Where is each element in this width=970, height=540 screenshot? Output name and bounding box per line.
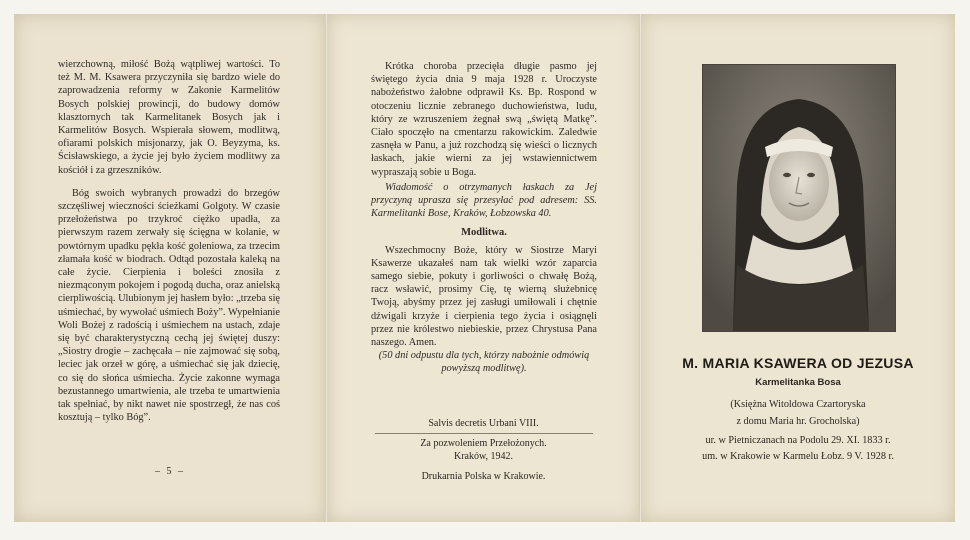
prayer-title: Modlitwa. xyxy=(461,227,507,239)
biography-text: Krótka choroba przecięła długie pasmo jej świętego życia dnia 9 maja 1928 r. Uroczyste nabożeństwo żałobne odprawił Ks. Bp. Rospond w otoczeniu licznie zebranego duchowieństwa, ludu, który ze wzruszeniem żegnał swą „świętą Matkę”. Ciało spoczęło na cmentarzu rakowickim. Zaledwie zasnęła w Panu, a już rozchodzą się wieści o licznych łaskach, jakie wierni za jej wstawiennictwem wypraszają sobie u Boga. xyxy=(371,61,597,178)
permission-line: Za pozwoleniem Przełożonych. xyxy=(420,438,547,449)
nun-portrait-image xyxy=(703,65,895,331)
grace-notice: Wiadomość o otrzymanych łaskach za Jej przyczyną uprasza się przesyłać pod adresem: SS. Karmelitanki Bose, Kraków, Łobzowska 40. xyxy=(371,181,597,220)
indulgence-note: (50 dni odpustu dla tych, którzy nabożnie odmówią powyższą modlitwę). xyxy=(378,350,590,375)
left-page-text xyxy=(58,58,280,424)
order-subtitle: Karmelitanka Bosa xyxy=(755,377,841,388)
left-paragraph-1: wierzchowną, miłość Bożą wątpliwej wartości. To też M. M. Ksawera przyczyniła się bardzo wiele do zaprowadzenia reformy w Zakonie Karmelitów Bosych polskiej prowincji, do budowy domów klasztornych tak Karmelitanek Bosych jak i Karmelitów Bosych. Wspierała słowem, modlitwą, ofiarami polskich misjonarzy, jak O. Beyzyma, ks. Ścisławskiego, a życie jej było życiem modlitwy za kościół i za grzeszników. xyxy=(58,59,280,176)
page-number: – 5 – xyxy=(155,466,185,477)
secular-name-line-2: z domu Maria hr. Grocholska) xyxy=(736,416,860,427)
nun-name-heading: M. MARIA KSAWERA OD JEZUSA xyxy=(682,355,914,371)
birth-info: ur. w Pietniczanach na Podolu 29. XI. 1833 r. xyxy=(705,435,891,446)
portrait-photo xyxy=(703,65,895,331)
middle-page xyxy=(327,14,640,522)
divider-rule xyxy=(375,433,593,434)
left-page xyxy=(14,14,326,522)
permission-date: Kraków, 1942. xyxy=(453,451,514,462)
secular-name-line-1: (Księżna Witoldowa Czartoryska xyxy=(730,399,866,410)
death-info: um. w Krakowie w Karmelu Łobz. 9 V. 1928 r. xyxy=(702,451,894,462)
left-paragraph-2: Bóg swoich wybranych prowadzi do brzegów szczęśliwej wieczności ścieżkami Golgoty. W czasie przełożeństwa po trzykroć ciężko upadła, za pierwszym razem zerwały się ścięgna w kolanie, w powtórnym upadku pękła kość goleniowa, za trzecim złamała kość w biodrach. Odtąd pozostała kaleką na całe życie. Cierpienia i boleści znosiła z niezmąconym pokojem i pogodą ducha, oraz anielską cierpliwością. Ulubionym jej hasłem było: „trzeba się uśmiechać, by wywołać uśmiech Boży”. Wypełnianie Woli Bożej z radością i uśmiechem na ustach, zdaje się być charakterystyczną cechą jej świętej duszy: „Siostry drogie – zachęcała – nie zajmować się sobą, leciec jak orzeł w górę, a uśmiechać się jak dziecię, co się do słońca uśmiecha. Życie zakonne wymaga bezustannego umartwienia, ale trzeba te umartwienia tak spełniać, by nikt nawet nie spostrzegł, że nas coś kosztują – tylko Bóg”. xyxy=(58,187,280,424)
right-page xyxy=(641,14,955,522)
middle-page-text xyxy=(371,60,597,376)
printer-line: Drukarnia Polska w Krakowie. xyxy=(421,471,546,482)
decree-line: Salvis decretis Urbani VIII. xyxy=(428,418,539,429)
prayer-text: Wszechmocny Boże, który w Siostrze Maryi Ksawerze ukazałeś nam tak wielki wzór zaparcia samego siebie, pokuty i gorliwości o chwałę Bożą, racz wsławić, prosimy Cię, tę wierną służebnicę Twoją, abyśmy przez jej zasługi umiłowali i chętnie dźwigali krzyże i cierpienia tego życia i osiągnęli przez nie królestwo niebieskie, przez Chrystusa Pana naszego. Amen. xyxy=(371,244,597,349)
